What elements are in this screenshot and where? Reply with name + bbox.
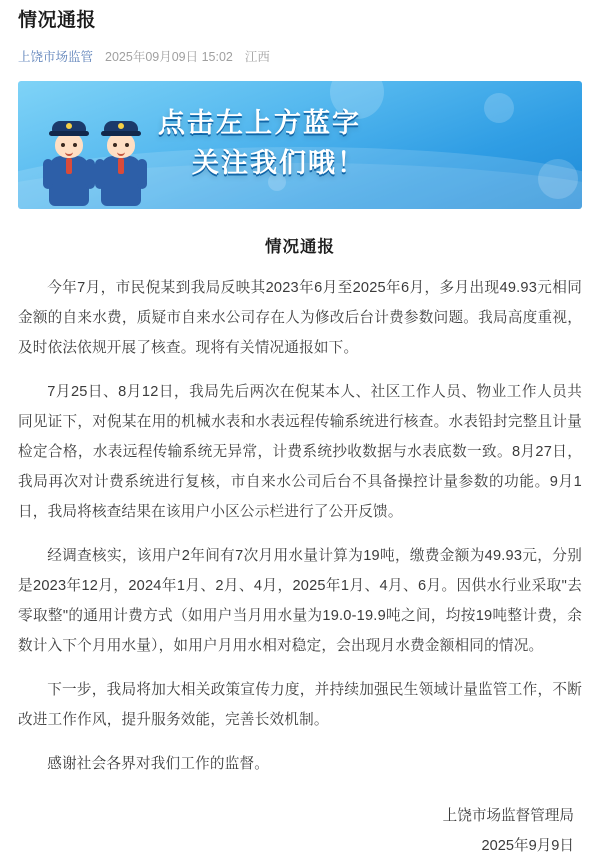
- officer-eye: [125, 143, 129, 147]
- signature-organization: 上饶市场监督管理局: [442, 808, 574, 824]
- officer-tie: [118, 158, 124, 174]
- signature-block: [18, 801, 582, 861]
- officer-eye: [113, 143, 117, 147]
- follow-us-banner: [18, 81, 582, 209]
- officer-eye: [61, 143, 65, 147]
- banner-line-1: 点击左上方蓝字: [158, 108, 361, 138]
- document-heading: 情况通报: [265, 238, 335, 256]
- banner-line-2: 关注我们哦！: [192, 148, 366, 178]
- signature-date: 2025年9月9日: [481, 838, 574, 854]
- officer-hat-badge-icon: [66, 123, 72, 129]
- paragraph: 下一步，我局将加大相关政策宣传力度，并持续加强民生领域计量监管工作，不断改进工作作风，提升服务效能，完善长效机制。: [18, 682, 582, 728]
- paragraph: 7月25日、8月12日，我局先后两次在倪某本人、社区工作人员、物业工作人员共同见证下，对倪某在用的机械水表和水表远程传输系统进行核查。水表铅封完整且计量检定合格，水表远程传输系统无异常，计费系统抄收数据与水表底数一致。8月27日，我局再次对计费系统进行复核，市自来水公司后台不具备操控计量参数的功能。9月1日，我局将核查结果在该用户小区公示栏进行了公开反馈。: [18, 384, 582, 520]
- officer-arm: [43, 159, 53, 189]
- meta-account-name[interactable]: 上饶市场监管: [18, 50, 94, 64]
- meta-datetime: 2025年09月09日 15:02: [105, 50, 233, 64]
- page-title: 情况通报: [18, 10, 97, 31]
- paragraph: 经调查核实，该用户2年间有7次月用水量计算为19吨，缴费金额为49.93元，分别是2023年12月，2024年1月、2月、4月，2025年1月、4月、6月。因供水行业采取"去零取整"的通用计费方式（如用户当月用水量为19.0-19.9吨之间，均按19吨整计费，余数计入下个月用水量），如用户月用水相对稳定，会出现月水费金额相同的情况。: [18, 548, 582, 654]
- police-officers-illustration: [44, 101, 156, 209]
- officer-hat-badge-icon: [118, 123, 124, 129]
- article-meta: [18, 47, 582, 65]
- officer-figure: [44, 113, 94, 209]
- officer-tie: [66, 158, 72, 174]
- officer-arm: [137, 159, 147, 189]
- meta-location: 江西: [244, 50, 270, 64]
- officer-figure: [96, 113, 146, 209]
- decorative-bubble: [484, 93, 514, 123]
- officer-arm: [95, 159, 105, 189]
- document-body: [18, 273, 582, 779]
- officer-arm: [85, 159, 95, 189]
- officer-eye: [73, 143, 77, 147]
- paragraph: 感谢社会各界对我们工作的监督。: [47, 756, 270, 772]
- banner-text: [158, 103, 366, 183]
- paragraph: 今年7月，市民倪某到我局反映其2023年6月至2025年6月，多月出现49.93元相同金额的自来水费，质疑市自来水公司存在人为修改后台计费参数问题。我局高度重视，及时依法依规开展了核查。现将有关情况通报如下。: [18, 280, 582, 356]
